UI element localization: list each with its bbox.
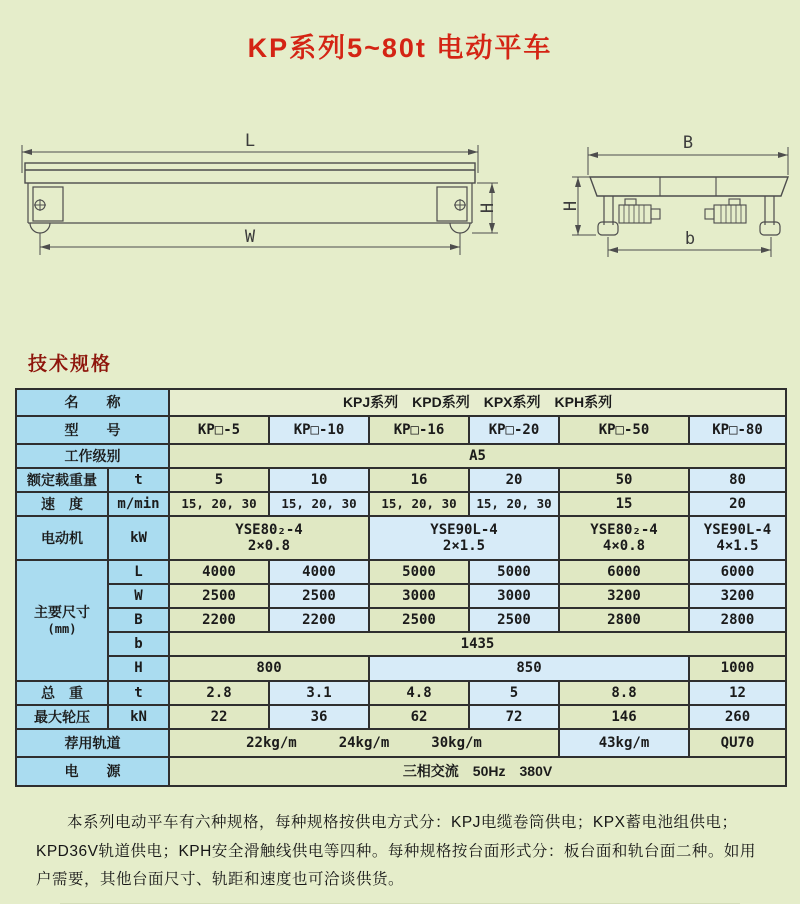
- dim-L-cell: 4000: [169, 560, 269, 584]
- section-title: 技术规格: [28, 354, 113, 375]
- max-wheel-load-cell: 22: [169, 705, 269, 729]
- motor-power: 2×0.8: [247, 538, 291, 554]
- dim-label-H-end: H: [561, 200, 581, 212]
- spec-table: [15, 388, 787, 787]
- dim-W-cell: 2500: [269, 584, 369, 608]
- max-wheel-load-cell: 72: [469, 705, 559, 729]
- total-weight-unit: t: [108, 681, 169, 705]
- row-rated-load: [16, 468, 786, 492]
- dim-label-W: W: [244, 227, 256, 247]
- max-wheel-load-cell: 62: [369, 705, 469, 729]
- row-model: [16, 416, 786, 444]
- rail-group-cell: [169, 729, 559, 757]
- row-duty-class: [16, 444, 786, 468]
- name-label: 名 称: [16, 389, 169, 416]
- rail-value: 22kg/m: [246, 734, 297, 751]
- dim-B-cell: 2800: [689, 608, 786, 632]
- rail-value: 24kg/m: [338, 734, 390, 751]
- rail-value: 30kg/m: [431, 734, 482, 751]
- name-value: KPJ系列 KPD系列 KPX系列 KPH系列: [169, 389, 786, 416]
- max-wheel-load-unit: kN: [108, 705, 169, 729]
- model-label: 型 号: [16, 416, 169, 444]
- end-view-drawing: [572, 147, 788, 257]
- rated-load-label: 额定载重量: [16, 468, 108, 492]
- max-wheel-load-cell: 146: [559, 705, 689, 729]
- dim-W-cell: 3200: [689, 584, 786, 608]
- rail-value: 43kg/m: [559, 729, 689, 757]
- motor-cell: [369, 516, 559, 560]
- rail-value: QU70: [689, 729, 786, 757]
- dim-key-W: W: [108, 584, 169, 608]
- motor-power: 4×1.5: [716, 538, 759, 554]
- dim-W-cell: 3200: [559, 584, 689, 608]
- motor-power: 4×0.8: [602, 538, 646, 554]
- dim-H-cell: 1000: [689, 656, 786, 681]
- row-dim-H: [16, 656, 786, 681]
- dim-B-cell: 2500: [469, 608, 559, 632]
- row-rail: [16, 729, 786, 757]
- rated-load-cell: 5: [169, 468, 269, 492]
- dim-W-cell: 3000: [469, 584, 559, 608]
- rated-load-cell: 50: [559, 468, 689, 492]
- dim-B-cell: 2800: [559, 608, 689, 632]
- dim-B-cell: 2200: [269, 608, 369, 632]
- total-weight-cell: 2.8: [169, 681, 269, 705]
- side-view-drawing: [22, 145, 498, 255]
- dimensions-label-line2: (mm): [47, 622, 77, 637]
- motor-cell: [689, 516, 786, 560]
- motor-model: YSE90L-4: [703, 521, 772, 538]
- dim-H-cell: 800: [169, 656, 369, 681]
- model-cell: KP□-5: [169, 416, 269, 444]
- row-power: [16, 757, 786, 786]
- row-max-wheel-load: [16, 705, 786, 729]
- rated-load-unit: t: [108, 468, 169, 492]
- row-dim-L: [16, 560, 786, 584]
- dim-L-cell: 6000: [559, 560, 689, 584]
- dim-key-L: L: [108, 560, 169, 584]
- dim-label-L: L: [244, 131, 256, 151]
- dim-b-cell: 1435: [169, 632, 786, 656]
- row-dim-b: [16, 632, 786, 656]
- total-weight-label: 总 重: [16, 681, 108, 705]
- page-title: KP系列5~80t 电动平车: [247, 33, 553, 63]
- rated-load-cell: 80: [689, 468, 786, 492]
- row-motor: [16, 516, 786, 560]
- dim-L-cell: 5000: [369, 560, 469, 584]
- dim-W-cell: 2500: [169, 584, 269, 608]
- model-cell: KP□-50: [559, 416, 689, 444]
- motor-model: YSE80₂-4: [590, 521, 658, 538]
- motor-cell: [559, 516, 689, 560]
- motor-power: 2×1.5: [442, 538, 486, 554]
- dim-key-b: b: [108, 632, 169, 656]
- speed-cell: 15, 20, 30: [169, 492, 269, 516]
- motor-model: YSE80₂-4: [235, 521, 303, 538]
- motor-unit: kW: [108, 516, 169, 560]
- total-weight-cell: 5: [469, 681, 559, 705]
- max-wheel-load-cell: 260: [689, 705, 786, 729]
- row-speed: [16, 492, 786, 516]
- dimensions-label-line1: 主要尺寸: [34, 604, 90, 621]
- speed-cell: 15, 20, 30: [269, 492, 369, 516]
- speed-cell: 20: [689, 492, 786, 516]
- dim-L-cell: 5000: [469, 560, 559, 584]
- power-label: 电 源: [16, 757, 169, 786]
- total-weight-cell: 3.1: [269, 681, 369, 705]
- motor-cell: [169, 516, 369, 560]
- dimension-drawing: [0, 125, 800, 277]
- power-value: 三相交流 50Hz 380V: [169, 757, 786, 786]
- row-dim-B: [16, 608, 786, 632]
- model-cell: KP□-80: [689, 416, 786, 444]
- dim-label-B: B: [682, 133, 694, 153]
- max-wheel-load-cell: 36: [269, 705, 369, 729]
- dim-key-B: B: [108, 608, 169, 632]
- row-dim-W: [16, 584, 786, 608]
- dim-label-b: b: [684, 229, 696, 249]
- dim-L-cell: 6000: [689, 560, 786, 584]
- total-weight-cell: 8.8: [559, 681, 689, 705]
- speed-label: 速 度: [16, 492, 108, 516]
- rail-label: 荐用轨道: [16, 729, 169, 757]
- duty-label: 工作级别: [16, 444, 169, 468]
- row-total-weight: [16, 681, 786, 705]
- rated-load-cell: 20: [469, 468, 559, 492]
- dim-L-cell: 4000: [269, 560, 369, 584]
- motor-label: 电动机: [16, 516, 108, 560]
- model-cell: KP□-10: [269, 416, 369, 444]
- speed-cell: 15, 20, 30: [369, 492, 469, 516]
- model-cell: KP□-16: [369, 416, 469, 444]
- speed-cell: 15, 20, 30: [469, 492, 559, 516]
- speed-cell: 15: [559, 492, 689, 516]
- dim-key-H: H: [108, 656, 169, 681]
- dim-label-H-side: H: [478, 202, 498, 214]
- technical-drawings: [0, 125, 800, 277]
- dim-H-cell: 850: [369, 656, 689, 681]
- total-weight-cell: 4.8: [369, 681, 469, 705]
- max-wheel-load-label: 最大轮压: [16, 705, 108, 729]
- dim-B-cell: 2200: [169, 608, 269, 632]
- total-weight-cell: 12: [689, 681, 786, 705]
- motor-model: YSE90L-4: [430, 521, 498, 538]
- dim-W-cell: 3000: [369, 584, 469, 608]
- rated-load-cell: 16: [369, 468, 469, 492]
- model-cell: KP□-20: [469, 416, 559, 444]
- dimensions-label: [16, 560, 108, 681]
- duty-value: A5: [169, 444, 786, 468]
- speed-unit: m/min: [108, 492, 169, 516]
- dim-B-cell: 2500: [369, 608, 469, 632]
- rated-load-cell: 10: [269, 468, 369, 492]
- footer-note: 本系列电动平车有六种规格，每种规格按供电方式分：KPJ电缆卷筒供电；KPX蓄电池组供电；KPD36V轨道供电；KPH安全滑触线供电等四种。每种规格按台面形式分：板台面和轨台面二种。如用户需要，其他台面尺寸、轨距和速度也可洽谈供货。: [36, 814, 756, 889]
- row-name: [16, 389, 786, 416]
